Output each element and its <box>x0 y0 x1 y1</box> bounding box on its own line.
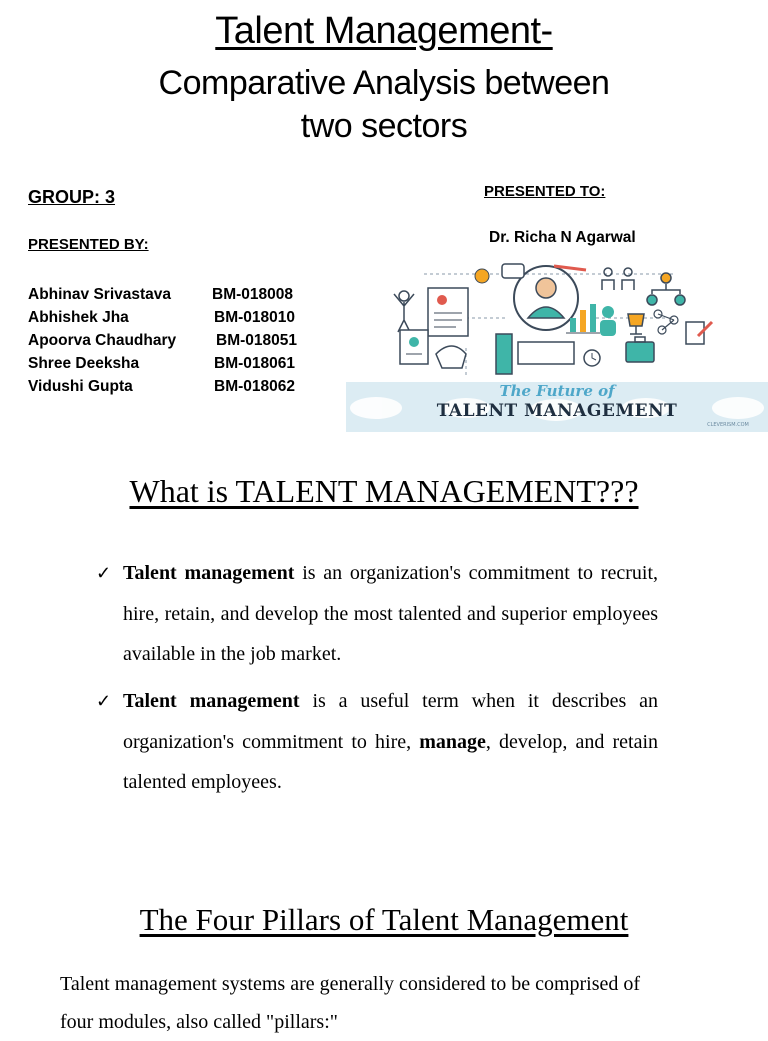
banner-credit-text: CLEVERISM.COM <box>707 422 749 428</box>
member-row <box>28 283 328 306</box>
member-name: Vidushi Gupta <box>28 378 133 395</box>
clock-icon <box>584 350 600 366</box>
presented-by-label: PRESENTED BY: <box>28 236 149 253</box>
member-name: Shree Deeksha <box>28 355 140 372</box>
member-name: Apoorva Chaudhary <box>28 332 177 349</box>
document-subtitle <box>0 62 768 148</box>
trophy-icon <box>628 314 644 334</box>
document-title: Talent Management- <box>215 10 553 52</box>
bar-chart-icon <box>566 304 600 333</box>
member-id: BM-018062 <box>214 378 295 395</box>
subtitle-line-1: Comparative Analysis between <box>158 64 610 102</box>
presenter-name: Dr. Richa N Agarwal <box>489 229 636 246</box>
bullet-text: Talent management is a useful term when it describes an organization's commitment to hire, manage, develop, and retain talented employees. <box>123 690 659 793</box>
member-name: Abhishek Jha <box>28 309 129 326</box>
resume-card-icon <box>428 288 468 336</box>
employee-icon <box>600 306 616 336</box>
profile-clipboard-icon <box>400 330 428 364</box>
section-heading-what-is: What is TALENT MANAGEMENT??? <box>129 473 639 509</box>
member-row <box>28 329 328 352</box>
talent-management-illustration <box>346 258 768 432</box>
hand-icon <box>436 346 466 368</box>
chat-bubble-icon <box>475 264 524 283</box>
member-name: Abhinav Srivastava <box>28 286 172 303</box>
laptop-icon <box>496 334 574 374</box>
checkmark-icon: ✓ <box>96 563 112 583</box>
bullet-item <box>96 553 658 675</box>
member-row <box>28 352 328 375</box>
subtitle-line-2: two sectors <box>300 107 468 145</box>
group-label: GROUP: 3 <box>28 187 116 207</box>
illustration-graphic <box>346 258 768 432</box>
briefcase-icon <box>626 337 654 362</box>
banner-script-text: The Future of <box>499 382 615 400</box>
member-id: BM-018061 <box>214 355 295 372</box>
org-chart-icon <box>647 273 685 305</box>
member-row <box>28 375 328 398</box>
banner-main-text: TALENT MANAGEMENT <box>436 401 678 421</box>
bullet-text: Talent management is an organization's commitment to recruit, hire, retain, and develop the most talented and superior employees available in the job market. <box>123 562 658 665</box>
member-row <box>28 306 328 329</box>
team-people-icon <box>602 268 634 290</box>
member-id: BM-018010 <box>214 309 295 326</box>
network-icon <box>654 310 678 334</box>
presented-to-label: PRESENTED TO: <box>484 183 606 200</box>
member-list <box>28 283 328 398</box>
member-id: BM-018008 <box>212 286 293 303</box>
member-id: BM-018051 <box>216 332 297 349</box>
checkmark-icon: ✓ <box>96 691 112 711</box>
pen-paper-icon <box>686 322 712 344</box>
cheering-person-icon <box>394 291 414 332</box>
pillars-intro-paragraph <box>60 965 710 1041</box>
bullet-item <box>96 681 658 803</box>
paragraph-line: Talent management systems are generally considered to be comprised of <box>60 973 641 995</box>
paragraph-line: four modules, also called "pillars:" <box>60 1011 338 1033</box>
section-heading-four-pillars: The Four Pillars of Talent Management <box>139 902 629 937</box>
